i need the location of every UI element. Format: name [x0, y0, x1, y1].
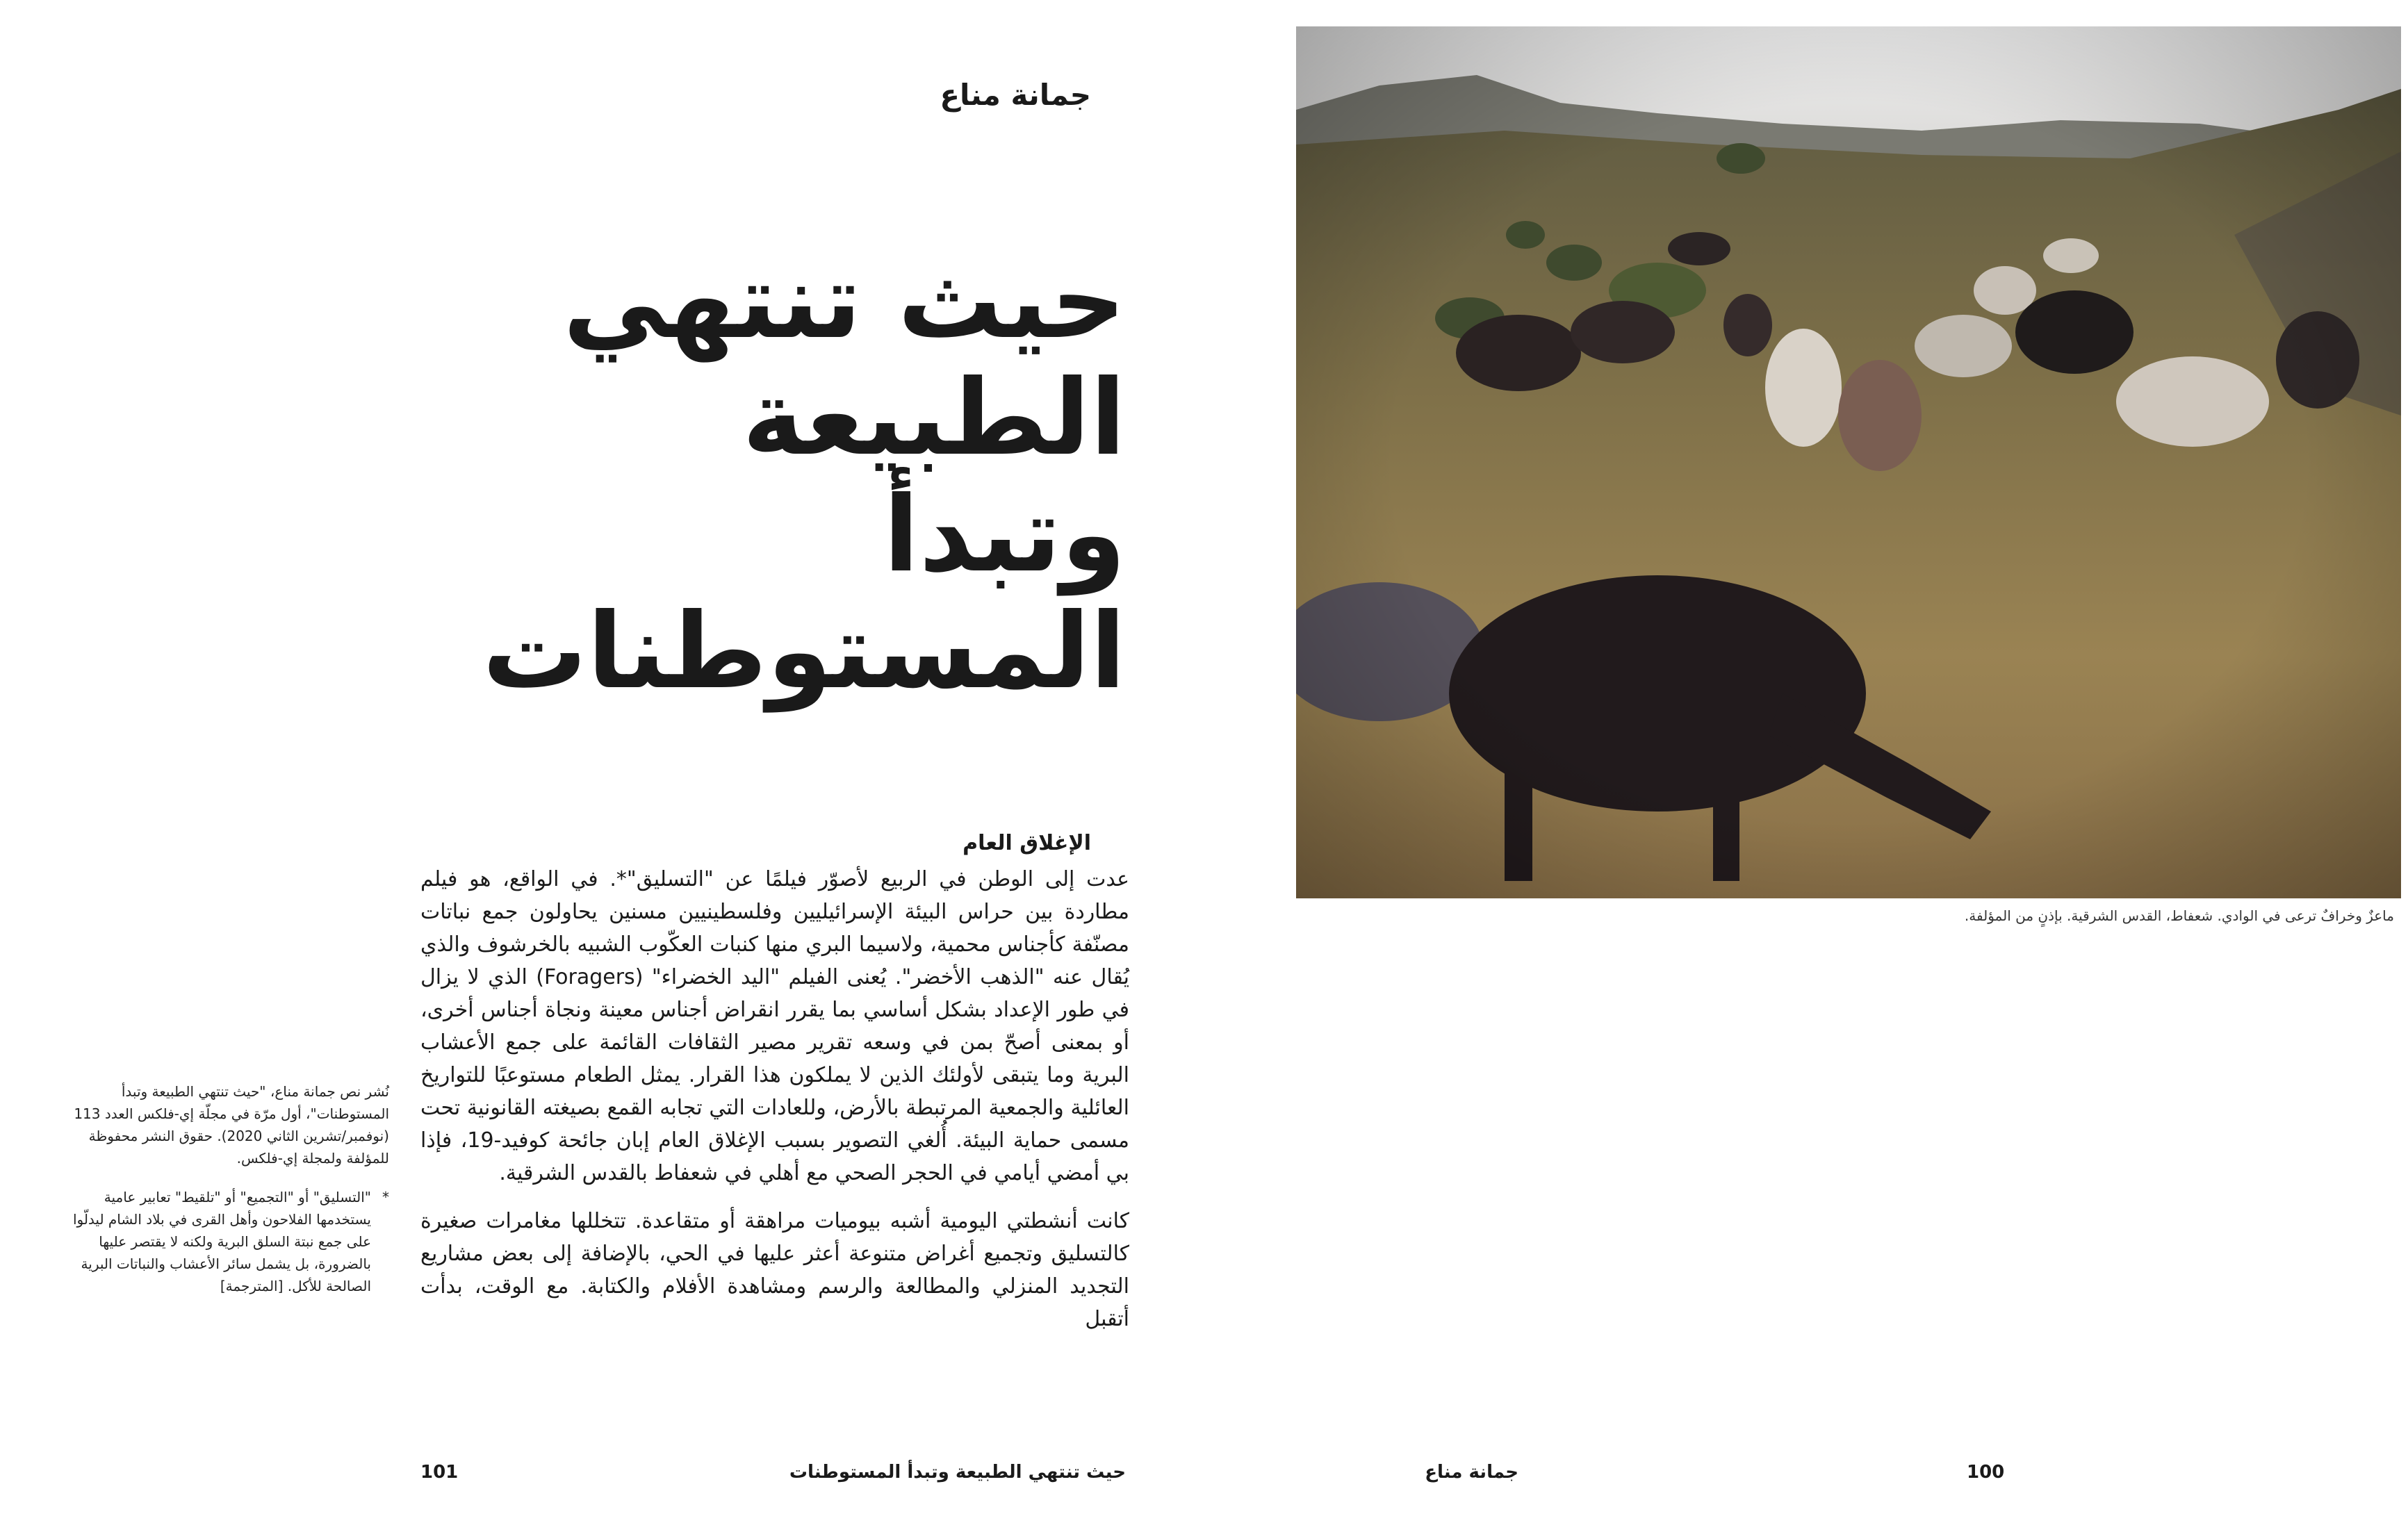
article-title — [417, 243, 1126, 710]
side-notes — [63, 1080, 389, 1297]
body-paragraph-2: كانت أنشطتي اليومية أشبه بيوميات مراهقة أو متقاعدة. تتخللها مغامرات صغيرة كالتسليق وتجميع أغراض متنوعة أعثر عليها في الحي، بالإضافة إلى بعض مشاريع التجديد المنزلي والمطالعة والرسم ومشاهدة الأفلام والكتابة. مع الوقت، بدأت أتقبل — [420, 1209, 1129, 1331]
footnote-marker: * — [382, 1189, 389, 1205]
footnote — [63, 1186, 389, 1297]
photo-caption: ماعزٌ وخرافٌ ترعى في الوادي. شعفاط، القدس الشرقية. بإذنٍ من المؤلفة. — [1964, 907, 2394, 924]
page-number-right: 100 — [1967, 1462, 2005, 1483]
body-text — [420, 863, 1129, 1351]
publication-note: نُشر نص جمانة مناع، "حيث تنتهي الطبيعة وتبدأ المستوطنات"، أول مرّة في مجلّة إي-فلكس العدد 113 (نوفمبر/تشرين الثاني 2020). حقوق النشر محفوظة للمؤلفة ولمجلة إي-فلكس. — [74, 1083, 389, 1167]
running-title-left: حيث تنتهي الطبيعة وتبدأ المستوطنات — [789, 1462, 1126, 1483]
running-title-right: جمانة مناع — [1425, 1462, 1518, 1483]
title-line-1: حيث تنتهي الطبيعة — [563, 241, 1126, 479]
title-line-2: وتبدأ المستوطنات — [482, 475, 1126, 712]
section-heading: الإغلاق العام — [963, 831, 1091, 855]
photo-vignette — [1296, 26, 2401, 898]
page-number-left: 101 — [420, 1462, 459, 1483]
footnote-text: "التسليق" أو "التجميع" أو "تلقيط" تعابير عامية يستخدمها الفلاحون وأهل القرى في بلاد الشام ليدلّوا على جمع نبتة السلق البرية ولكنه لا يقتصر عليها بالضرورة، بل يشمل سائر الأعشاب والنباتات البرية الصالحة للأكل. [المترجمة] — [72, 1189, 371, 1294]
author-name: جمانة مناع — [940, 78, 1091, 112]
grazing-goats-photo — [1296, 26, 2401, 898]
body-paragraph-1: عدت إلى الوطن في الربيع لأصوّر فيلمًا عن "التسليق"*. في الواقع، هو فيلم مطاردة بين حراس البيئة الإسرائيليين وفلسطينيين مسنين يحاولون جمع نباتات مصنّفة كأجناس محمية، ولاسيما البري منها كنبات العكّوب الشبيه بالخرشوف والذي يُقال عنه "الذهب الأخضر". يُعنى الفيلم "اليد الخضراء" (Foragers) الذي لا يزال في طور الإعداد بشكل أساسي بما يقرر انقراض أجناس معينة ونجاة أجناس أخرى، أو بمعنى أصحّ بمن في وسعه تقرير مصير الثقافات القائمة على جمع الأعشاب البرية وما يتبقى لأولئك الذين لا يملكون هذا القرار. يمثل الطعام مستوعبًا للتواريخ العائلية والجمعية المرتبطة بالأرض، وللعادات التي تجابه القمع بصيغته القانونية تحت مسمى حماية البيئة. أُلغي التصوير بسبب الإغلاق العام إبان جائحة كوفيد-19، فإذا بي أمضي أيامي في الحجر الصحي مع أهلي في شعفاط بالقدس الشرقية. — [420, 867, 1129, 1185]
